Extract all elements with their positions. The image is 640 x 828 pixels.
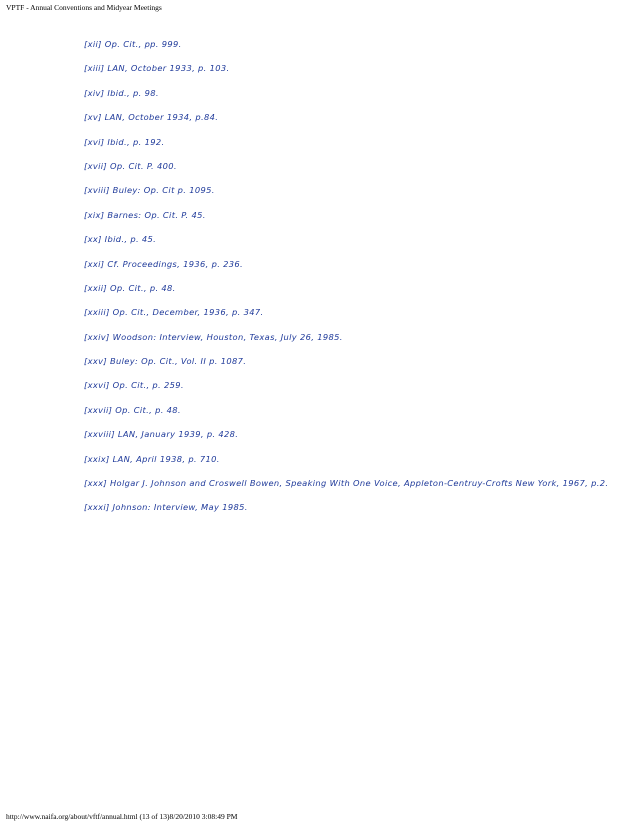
endnote-link[interactable]: [xxv] Buley: Op. Cit., Vol. II p. 1087. <box>84 356 247 367</box>
endnote-link[interactable]: [xvii] Op. Cit. P. 400. <box>84 160 177 171</box>
endnote-link[interactable]: [xxx] Holgar J. Johnson and Croswell Bowen, Speaking With One Voice, Appleton-Centruy-Crofts New York, 1967, p.2. <box>84 478 609 489</box>
endnote-link[interactable]: [xxi] Cf. Proceedings, 1936, p. 236. <box>84 258 244 269</box>
endnote-link[interactable]: [xiii] LAN, October 1933, p. 103. <box>84 63 230 74</box>
endnote-link[interactable]: [xix] Barnes: Op. Cit. P. 45. <box>84 209 206 220</box>
endnote-link[interactable]: [xx] Ibid., p. 45. <box>84 234 157 245</box>
endnote-link[interactable]: [xv] LAN, October 1934, p.84. <box>84 112 219 123</box>
endnote-link[interactable]: [xxvi] Op. Cit., p. 259. <box>84 380 184 391</box>
endnote-link[interactable]: [xii] Op. Cit., pp. 999. <box>84 39 182 49</box>
endnotes-list <box>84 38 608 526</box>
endnote-link[interactable]: [xxii] Op. Cit., p. 48. <box>84 282 176 293</box>
endnote-link[interactable]: [xxviii] LAN, January 1939, p. 428. <box>84 429 239 440</box>
endnote-link[interactable]: [xxxi] Johnson: Interview, May 1985. <box>84 502 248 513</box>
page-header-title: VPTF - Annual Conventions and Midyear Meetings <box>6 3 162 12</box>
endnote-link[interactable]: [xvi] Ibid., p. 192. <box>84 136 165 147</box>
page-footer-url: http://www.naifa.org/about/vftf/annual.html (13 of 13)8/20/2010 3:08:49 PM <box>6 812 238 821</box>
endnote-link[interactable]: [xxiv] Woodson: Interview, Houston, Texas, July 26, 1985. <box>84 331 343 342</box>
endnote-link[interactable]: [xviii] Buley: Op. Cit p. 1095. <box>84 185 215 196</box>
endnote-link[interactable]: [xxix] LAN, April 1938, p. 710. <box>84 453 220 464</box>
endnote-link[interactable]: [xxvii] Op. Cit., p. 48. <box>84 404 181 415</box>
endnote-link[interactable]: [xxiii] Op. Cit., December, 1936, p. 347. <box>84 307 264 318</box>
endnote-link[interactable]: [xiv] Ibid., p. 98. <box>84 87 159 98</box>
